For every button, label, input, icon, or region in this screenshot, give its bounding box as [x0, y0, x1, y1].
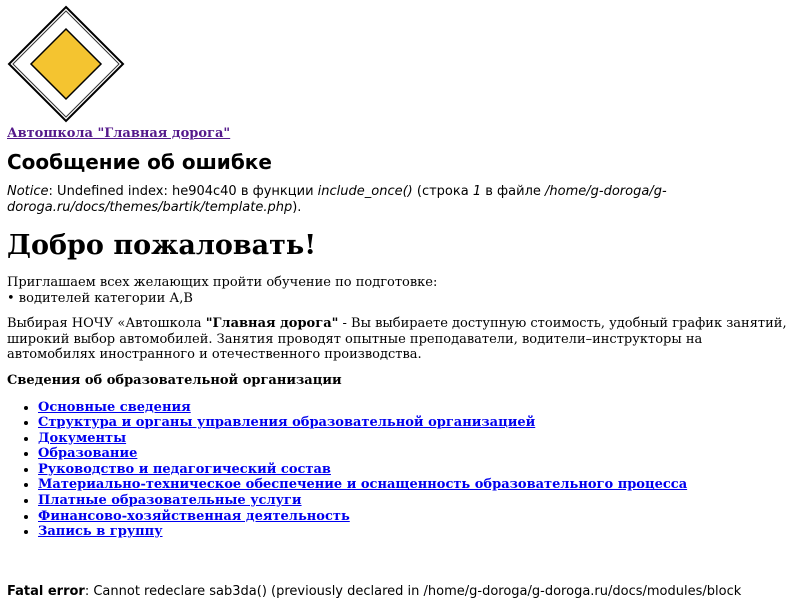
page-content — [7, 4, 793, 540]
error-notice — [7, 184, 793, 216]
choice-text-2: - Вы выбираете доступную стоимость, удобный график занятий, широкий выбор автомобилей. Занятия проводят опытные преподаватели, водители–инструкторы на автомобилях иностранного и отечественного производства. — [7, 316, 787, 362]
link-education[interactable]: Образование — [38, 446, 138, 462]
notice-text-3: в файле — [481, 184, 546, 199]
notice-text-1: : Undefined index: he904c40 в функции — [48, 184, 318, 199]
notice-text-2: (строка — [412, 184, 473, 199]
choice-text-1: Выбирая НОЧУ «Автошкола — [7, 316, 206, 331]
list-item — [38, 477, 793, 493]
intro-paragraph — [7, 275, 793, 306]
fatal-error-message — [7, 584, 800, 600]
intro-line-2: • водителей категории А,В — [7, 290, 193, 306]
intro-line-1: Приглашаем всех желающих пройти обучение по подготовке: — [7, 275, 438, 290]
list-item — [38, 462, 793, 478]
fatal-error-label: Fatal error — [7, 584, 85, 599]
link-enroll[interactable]: Запись в группу — [38, 524, 163, 540]
list-item — [38, 415, 793, 431]
link-facilities[interactable]: Материально-техническое обеспечение и оснащенность образовательного процесса — [38, 477, 688, 493]
list-item — [38, 446, 793, 462]
info-links-list — [7, 400, 793, 540]
choice-paragraph — [7, 316, 793, 363]
info-section-title: Сведения об образовательной организации — [7, 372, 342, 388]
notice-text-4: ). — [292, 200, 302, 215]
site-logo-link[interactable] — [6, 4, 126, 124]
list-item — [38, 431, 793, 447]
notice-function: include_once() — [317, 184, 413, 199]
error-message-title: Сообщение об ошибке — [7, 150, 272, 174]
link-documents[interactable]: Документы — [38, 430, 127, 446]
notice-line: 1 — [472, 184, 482, 199]
welcome-title: Добро пожаловать! — [7, 230, 317, 261]
link-paid-services[interactable]: Платные образовательные услуги — [38, 493, 302, 509]
fatal-error-text: : Cannot redeclare sab3da() (previously declared in /home/g-doroga/g-doroga.ru/docs/modules/block — [84, 584, 742, 599]
link-staff[interactable]: Руководство и педагогический состав — [38, 461, 331, 477]
notice-label: Notice — [7, 184, 49, 199]
link-structure[interactable]: Структура и органы управления образовательной организацией — [38, 415, 536, 431]
list-item — [38, 493, 793, 509]
list-item — [38, 524, 793, 540]
link-finance[interactable]: Финансово-хозяйственная деятельность — [38, 508, 350, 524]
list-item — [38, 400, 793, 416]
link-main-info[interactable]: Основные сведения — [38, 399, 191, 415]
choice-bold: "Главная дорога" — [205, 316, 339, 331]
site-name-link[interactable]: Автошкола "Главная дорога" — [7, 126, 231, 141]
list-item — [38, 509, 793, 525]
priority-road-sign-icon — [6, 4, 126, 124]
notice-file: /home/g-doroga/g-doroga.ru/docs/themes/bartik/template.php — [7, 184, 667, 215]
